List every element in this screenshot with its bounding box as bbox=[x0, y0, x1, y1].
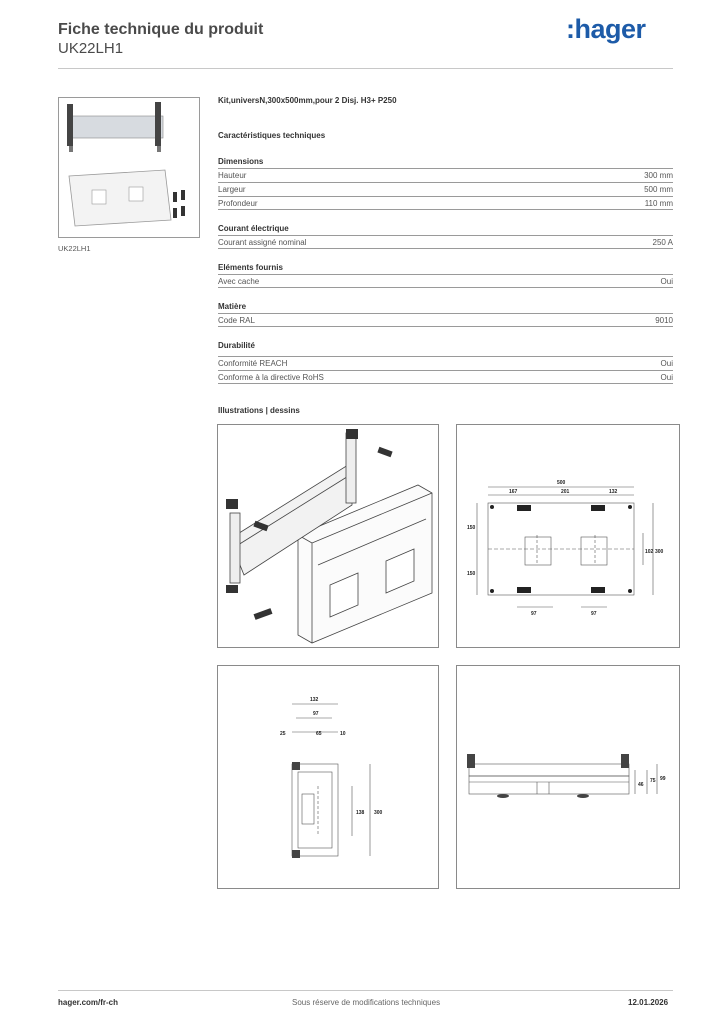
group-title-supplied: Eléments fournis bbox=[218, 263, 283, 272]
spec-row bbox=[218, 370, 673, 384]
page-title: Fiche technique du produit bbox=[58, 21, 264, 38]
dim-inner-height: 102 bbox=[645, 549, 654, 555]
illustrations-title: Illustrations | dessins bbox=[218, 406, 300, 415]
group-title-current: Courant électrique bbox=[218, 224, 289, 233]
dim-right-width: 132 bbox=[609, 489, 618, 495]
spec-row bbox=[218, 196, 673, 210]
brand-logo: :hager bbox=[566, 14, 646, 44]
footer-website[interactable]: hager.com/fr-ch bbox=[58, 998, 119, 1007]
spec-row bbox=[218, 274, 673, 288]
dim-top-99: 99 bbox=[660, 776, 666, 782]
spec-value: 110 mm bbox=[644, 199, 673, 208]
thumbnail-caption: UK22LH1 bbox=[58, 244, 91, 253]
dim-side-300: 300 bbox=[374, 810, 383, 816]
product-thumbnail bbox=[58, 97, 200, 238]
dim-total-width: 500 bbox=[557, 480, 566, 486]
footer-date: 12.01.2026 bbox=[628, 998, 669, 1007]
spec-value: Oui bbox=[660, 373, 673, 382]
group-title-dimensions: Dimensions bbox=[218, 157, 264, 166]
spec-label: Conforme à la directive RoHS bbox=[218, 373, 324, 382]
isometric-drawing bbox=[218, 425, 438, 647]
spec-value: Oui bbox=[660, 359, 673, 368]
product-reference: UK22LH1 bbox=[58, 40, 124, 57]
spec-label: Hauteur bbox=[218, 171, 247, 180]
spec-row bbox=[218, 168, 673, 182]
illustration-isometric bbox=[217, 424, 439, 648]
dim-bottom-height: 150 bbox=[467, 571, 476, 577]
dim-total-height: 300 bbox=[655, 549, 664, 555]
group-title-material: Matière bbox=[218, 302, 247, 311]
dim-side-25: 25 bbox=[280, 731, 286, 737]
spec-value: Oui bbox=[660, 277, 673, 286]
brand-name: hager bbox=[574, 14, 646, 44]
front-view-drawing bbox=[457, 425, 679, 647]
spec-value: 9010 bbox=[655, 316, 673, 325]
top-view-drawing bbox=[457, 666, 679, 888]
dim-top-height: 150 bbox=[467, 525, 476, 531]
dim-top-46: 46 bbox=[638, 782, 644, 788]
spec-label: Courant assigné nominal bbox=[218, 238, 307, 247]
dim-width-a: 97 bbox=[531, 611, 537, 617]
header-divider bbox=[58, 68, 673, 69]
spec-label: Profondeur bbox=[218, 199, 258, 208]
footer-notice: Sous réserve de modifications techniques bbox=[292, 998, 441, 1007]
characteristics-title: Caractéristiques techniques bbox=[218, 131, 326, 140]
illustration-side-view bbox=[217, 665, 439, 889]
dim-left-width: 167 bbox=[509, 489, 518, 495]
spec-value: 300 mm bbox=[644, 171, 673, 180]
spec-label: Code RAL bbox=[218, 316, 255, 325]
dim-side-132: 132 bbox=[310, 697, 319, 703]
footer-divider bbox=[58, 990, 673, 991]
spec-row bbox=[218, 235, 673, 249]
dim-side-10: 10 bbox=[340, 731, 346, 737]
dim-side-138: 138 bbox=[356, 810, 365, 816]
illustration-front-view bbox=[456, 424, 680, 648]
dim-mid-width: 201 bbox=[561, 489, 570, 495]
spec-value: 250 A bbox=[652, 238, 673, 247]
dim-top-75: 75 bbox=[650, 778, 656, 784]
dim-side-97: 97 bbox=[313, 711, 319, 717]
spec-value: 500 mm bbox=[644, 185, 673, 194]
group-title-durability: Durabilité bbox=[218, 341, 255, 350]
dim-side-65: 65 bbox=[316, 731, 322, 737]
spec-row bbox=[218, 356, 673, 370]
product-description: Kit,universN,300x500mm,pour 2 Disj. H3+ P250 bbox=[218, 96, 397, 105]
spec-label: Conformité REACH bbox=[218, 359, 288, 368]
illustration-top-view bbox=[456, 665, 680, 889]
spec-label: Avec cache bbox=[218, 277, 260, 286]
product-photo bbox=[59, 98, 199, 237]
spec-label: Largeur bbox=[218, 185, 246, 194]
side-view-drawing bbox=[218, 666, 438, 888]
dim-width-b: 97 bbox=[591, 611, 597, 617]
spec-row bbox=[218, 182, 673, 196]
spec-row bbox=[218, 313, 673, 327]
